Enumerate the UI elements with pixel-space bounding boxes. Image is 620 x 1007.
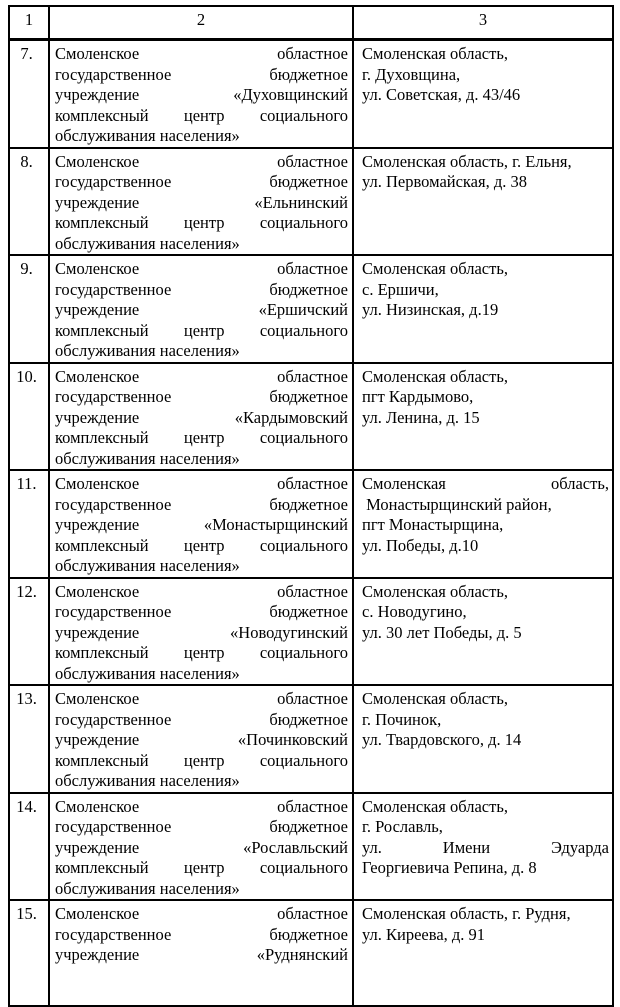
- word: центр: [183, 643, 225, 662]
- header-cell-name: 2: [49, 6, 353, 40]
- word: областное: [277, 796, 348, 816]
- table-row: [9, 470, 613, 578]
- table-body: [9, 40, 613, 1007]
- header-cell-address: 3: [353, 6, 613, 40]
- word: «Кардымовский: [234, 407, 348, 427]
- text-line: [55, 582, 348, 603]
- address-cell: [353, 900, 613, 1006]
- word: Смоленское: [55, 689, 140, 708]
- text-line: [55, 817, 348, 838]
- row-number-cell: 13.: [9, 685, 49, 793]
- institution-name-cell: [49, 578, 353, 686]
- text-line: ул. 30 лет Победы, д. 5: [362, 622, 522, 642]
- text-line: Смоленская область, г. Ельня,: [362, 151, 572, 171]
- text-line: г. Духовщина,: [362, 64, 461, 84]
- text-line: ул. Ленина, д. 15: [362, 407, 480, 427]
- text-line: Смоленская область, г. Рудня,: [362, 904, 571, 923]
- table-row: [9, 900, 613, 1006]
- word: учреждение: [55, 837, 140, 857]
- word: областное: [277, 44, 348, 63]
- word: социального: [259, 320, 348, 340]
- word: центр: [183, 213, 225, 232]
- word: центр: [183, 858, 225, 877]
- word: учреждение: [55, 515, 140, 534]
- word: «Руднянский: [256, 945, 348, 964]
- address-cell: [353, 148, 613, 256]
- row-number-cell: 11.: [9, 470, 49, 578]
- word: социального: [259, 213, 348, 232]
- word: Смоленское: [55, 151, 140, 171]
- text-line: [55, 213, 348, 234]
- text-line: [55, 730, 348, 751]
- row-number-cell: 7.: [9, 40, 49, 148]
- text-line: ул. Твардовского, д. 14: [362, 730, 522, 749]
- text-line: [55, 172, 348, 193]
- word: государственное: [55, 494, 172, 514]
- word: центр: [183, 428, 225, 447]
- text-line: [55, 689, 348, 710]
- word: центр: [183, 535, 225, 555]
- word: Смоленское: [55, 581, 140, 601]
- text-line: [55, 280, 348, 301]
- text-line: [55, 710, 348, 731]
- text-line: [55, 387, 348, 408]
- word: «Ельнинский: [254, 192, 348, 212]
- word: государственное: [55, 172, 172, 191]
- word: областное: [277, 689, 348, 708]
- text-line: [55, 300, 348, 321]
- text-line: ул. Первомайская, д. 38: [362, 172, 527, 191]
- text-line: Смоленская область,: [362, 796, 508, 816]
- word: «Ершичский: [258, 300, 348, 319]
- table-row: [9, 148, 613, 256]
- word: Смоленское: [55, 44, 140, 63]
- word: государственное: [55, 709, 172, 729]
- word: комплексный: [55, 428, 149, 447]
- table-row: [9, 578, 613, 686]
- text-line: с. Новодугино,: [362, 602, 467, 621]
- text-line: обслуживания населения»: [55, 448, 240, 468]
- text-line: [55, 408, 348, 429]
- word: комплексный: [55, 750, 149, 770]
- institution-name-cell: [49, 793, 353, 901]
- word: учреждение: [55, 407, 140, 427]
- text-line: [55, 85, 348, 106]
- text-line: [55, 838, 348, 859]
- text-line: Смоленская область,: [362, 44, 508, 63]
- text-line: обслуживания населения»: [55, 663, 240, 683]
- institution-name-cell: [49, 148, 353, 256]
- text-line: обслуживания населения»: [55, 126, 240, 145]
- text-line: ул. Низинская, д.19: [362, 300, 499, 319]
- word: социального: [259, 428, 348, 447]
- word: комплексный: [55, 535, 149, 555]
- text-line: [55, 858, 348, 879]
- word: областное: [277, 259, 348, 278]
- word: учреждение: [55, 730, 140, 749]
- word: «Починковский: [237, 730, 348, 749]
- text-line: [55, 904, 348, 925]
- word: государственное: [55, 924, 172, 944]
- header-cell-number: 1: [9, 6, 49, 40]
- word: учреждение: [55, 85, 140, 104]
- word: Имени: [442, 837, 491, 857]
- text-line: обслуживания населения»: [55, 771, 240, 790]
- word: Эдуарда: [551, 837, 609, 857]
- row-number-cell: 10.: [9, 363, 49, 471]
- text-line: [55, 193, 348, 214]
- table-row: [9, 685, 613, 793]
- row-number-cell: 14.: [9, 793, 49, 901]
- text-line: [362, 838, 609, 859]
- text-line: [55, 259, 348, 280]
- table-row: [9, 255, 613, 363]
- word: социального: [259, 535, 348, 555]
- word: «Новодугинский: [230, 622, 348, 642]
- text-line: [55, 623, 348, 644]
- word: комплексный: [55, 320, 149, 340]
- text-line: ул. Победы, д.10: [362, 535, 479, 555]
- institution-name-cell: [49, 255, 353, 363]
- text-line: [55, 751, 348, 772]
- word: социального: [259, 643, 348, 662]
- word: центр: [183, 320, 225, 340]
- word: государственное: [55, 64, 172, 84]
- word: областное: [277, 151, 348, 171]
- word: бюджетное: [269, 924, 348, 944]
- word: бюджетное: [269, 602, 348, 621]
- row-number-cell: 9.: [9, 255, 49, 363]
- address-cell: [353, 363, 613, 471]
- word: «Монастырщинский: [203, 515, 348, 534]
- text-line: Смоленская область,: [362, 581, 508, 601]
- word: социального: [259, 750, 348, 770]
- text-line: обслуживания населения»: [55, 556, 240, 575]
- word: Смоленское: [55, 904, 140, 923]
- word: область,: [551, 474, 609, 493]
- text-line: [362, 474, 609, 495]
- word: областное: [277, 581, 348, 601]
- text-line: пгт Кардымово,: [362, 387, 474, 406]
- institution-name-cell: [49, 363, 353, 471]
- text-line: ул. Киреева, д. 91: [362, 924, 486, 944]
- word: Смоленское: [55, 259, 140, 278]
- text-line: пгт Монастырщина,: [362, 515, 504, 534]
- word: Смоленское: [55, 474, 140, 493]
- text-line: обслуживания населения»: [55, 341, 240, 360]
- text-line: [55, 495, 348, 516]
- text-line: Георгиевича Репина, д. 8: [362, 858, 537, 877]
- text-line: ул. Советская, д. 43/46: [362, 85, 521, 104]
- word: бюджетное: [269, 279, 348, 299]
- row-number-cell: 12.: [9, 578, 49, 686]
- text-line: [55, 367, 348, 388]
- table-row: [9, 363, 613, 471]
- text-line: Смоленская область,: [362, 689, 508, 708]
- word: бюджетное: [269, 64, 348, 84]
- table-row: [9, 793, 613, 901]
- word: центр: [183, 105, 225, 125]
- text-line: [55, 44, 348, 65]
- word: бюджетное: [269, 172, 348, 191]
- word: учреждение: [55, 300, 140, 319]
- word: Смоленская: [362, 474, 446, 493]
- word: ул.: [362, 837, 382, 857]
- text-line: [55, 152, 348, 173]
- text-line: [55, 428, 348, 449]
- word: «Духовщинский: [233, 85, 348, 104]
- address-cell: [353, 685, 613, 793]
- word: государственное: [55, 387, 172, 406]
- word: областное: [277, 366, 348, 386]
- text-line: [55, 65, 348, 86]
- address-cell: [353, 255, 613, 363]
- text-line: Смоленская область,: [362, 259, 508, 278]
- institution-name-cell: [49, 470, 353, 578]
- word: центр: [183, 750, 225, 770]
- text-line: [55, 321, 348, 342]
- word: комплексный: [55, 105, 149, 125]
- word: комплексный: [55, 213, 149, 232]
- row-number-cell: 15.: [9, 900, 49, 1006]
- institution-name-cell: [49, 685, 353, 793]
- text-line: [55, 945, 348, 966]
- word: социального: [259, 105, 348, 125]
- text-line: [55, 474, 348, 495]
- word: социального: [259, 858, 348, 877]
- word: Смоленское: [55, 796, 140, 816]
- institution-name-cell: [49, 40, 353, 148]
- text-line: [55, 536, 348, 557]
- institutions-table: [8, 5, 614, 1007]
- word: государственное: [55, 817, 172, 836]
- text-line: Смоленская область,: [362, 366, 508, 386]
- text-line: обслуживания населения»: [55, 233, 240, 253]
- table-header-row: [9, 6, 613, 40]
- address-cell: [353, 793, 613, 901]
- text-line: Монастырщинский район,: [362, 494, 552, 514]
- word: Смоленское: [55, 366, 140, 386]
- word: бюджетное: [269, 709, 348, 729]
- word: областное: [277, 474, 348, 493]
- text-line: с. Ершичи,: [362, 279, 439, 299]
- text-line: [55, 925, 348, 946]
- word: государственное: [55, 602, 172, 621]
- text-line: [55, 797, 348, 818]
- word: учреждение: [55, 622, 140, 642]
- text-line: [55, 515, 348, 536]
- text-line: обслуживания населения»: [55, 878, 240, 898]
- word: бюджетное: [269, 494, 348, 514]
- word: бюджетное: [269, 387, 348, 406]
- word: комплексный: [55, 858, 149, 877]
- word: бюджетное: [269, 817, 348, 836]
- institution-name-cell: [49, 900, 353, 1006]
- text-line: [55, 106, 348, 127]
- text-line: [55, 643, 348, 664]
- address-cell: [353, 470, 613, 578]
- text-line: г. Рославль,: [362, 817, 443, 836]
- table-row: [9, 40, 613, 148]
- address-cell: [353, 40, 613, 148]
- word: учреждение: [55, 945, 140, 964]
- word: областное: [277, 904, 348, 923]
- document-page: [8, 5, 614, 1007]
- word: «Рославльский: [243, 837, 348, 857]
- word: учреждение: [55, 192, 140, 212]
- word: комплексный: [55, 643, 149, 662]
- text-line: г. Починок,: [362, 709, 442, 729]
- address-cell: [353, 578, 613, 686]
- row-number-cell: 8.: [9, 148, 49, 256]
- text-line: [55, 602, 348, 623]
- word: государственное: [55, 279, 172, 299]
